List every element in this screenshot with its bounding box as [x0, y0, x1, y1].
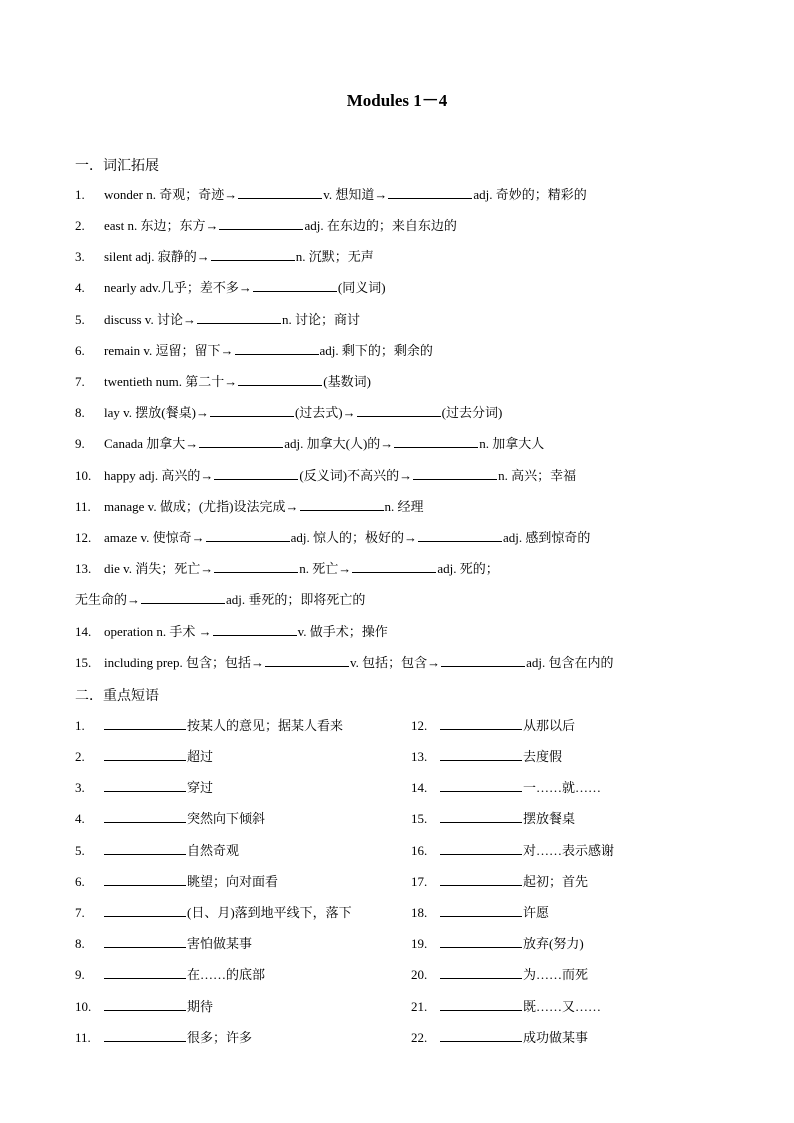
item-text: n. 经理 — [384, 499, 424, 514]
item-text: (同义词) — [337, 280, 386, 295]
answer-blank[interactable] — [210, 403, 294, 417]
phrase-item — [75, 747, 213, 767]
item-text: manage v. 做成；(尤指)设法完成→ — [104, 499, 299, 514]
item-number: 4. — [75, 280, 85, 295]
item-number: 5. — [75, 843, 85, 858]
phrase-item — [75, 809, 265, 829]
answer-blank[interactable] — [104, 872, 186, 886]
item-text: 期待 — [187, 999, 214, 1014]
item-text: wonder n. 奇观；奇迹→ — [104, 187, 238, 202]
answer-blank[interactable] — [357, 403, 441, 417]
phrase-item — [75, 778, 213, 798]
answer-blank[interactable] — [141, 590, 225, 604]
vocab-item — [75, 372, 735, 392]
phrase-item — [411, 716, 575, 736]
item-number: 21. — [411, 999, 428, 1014]
item-number: 18. — [411, 905, 428, 920]
item-text: adj. 奇妙的；精彩的 — [473, 187, 587, 202]
item-number: 2. — [75, 749, 85, 764]
item-text: v. 包括；包含→ — [349, 655, 441, 670]
section-heading-phrases: 二．重点短语 — [75, 689, 159, 704]
answer-blank[interactable] — [440, 778, 522, 792]
item-text: n. 加拿大人 — [479, 436, 545, 451]
phrase-item — [75, 841, 239, 861]
answer-blank[interactable] — [440, 747, 522, 761]
item-number: 5. — [75, 312, 85, 327]
item-number: 3. — [75, 249, 85, 264]
item-number: 22. — [411, 1030, 428, 1045]
item-number: 14. — [411, 780, 428, 795]
vocab-item — [75, 528, 735, 548]
item-text: 放弃(努力) — [523, 936, 584, 951]
item-text: remain v. 逗留；留下→ — [104, 343, 234, 358]
answer-blank[interactable] — [104, 716, 186, 730]
answer-blank[interactable] — [440, 934, 522, 948]
answer-blank[interactable] — [104, 997, 186, 1011]
item-text: adj. 惊人的；极好的→ — [290, 530, 417, 545]
answer-blank[interactable] — [104, 903, 186, 917]
item-text: adj. 剩下的；剩余的 — [319, 343, 433, 358]
item-number: 10. — [75, 999, 92, 1014]
phrase-item — [75, 965, 265, 985]
item-number: 9. — [75, 436, 85, 451]
phrase-item — [411, 1028, 588, 1048]
phrase-item — [411, 934, 584, 954]
item-number: 1. — [75, 187, 85, 202]
phrase-item — [411, 872, 588, 892]
phrase-item — [411, 809, 575, 829]
answer-blank[interactable] — [197, 310, 281, 324]
answer-blank[interactable] — [238, 185, 322, 199]
item-text: twentieth num. 第二十→ — [104, 374, 238, 389]
phrase-item — [75, 934, 252, 954]
item-number: 10. — [75, 468, 92, 483]
phrase-item — [75, 716, 343, 736]
item-number: 13. — [75, 561, 92, 576]
phrase-item — [411, 747, 562, 767]
vocab-item-continuation — [75, 590, 735, 610]
item-text: n. 沉默；无声 — [295, 249, 374, 264]
item-number: 7. — [75, 905, 85, 920]
item-number: 14. — [75, 624, 92, 639]
item-number: 3. — [75, 780, 85, 795]
answer-blank[interactable] — [214, 559, 298, 573]
item-text: 眺望；向对面看 — [187, 874, 279, 889]
item-number: 7. — [75, 374, 85, 389]
item-text: 成功做某事 — [523, 1030, 589, 1045]
item-text: Canada 加拿大→ — [104, 436, 199, 451]
answer-blank[interactable] — [104, 747, 186, 761]
vocab-item — [75, 559, 735, 579]
phrase-item — [75, 1028, 252, 1048]
answer-blank[interactable] — [440, 903, 522, 917]
item-number: 13. — [411, 749, 428, 764]
item-text: 突然向下倾斜 — [187, 811, 266, 826]
answer-blank[interactable] — [206, 528, 290, 542]
page-title: Modules 1－4 — [346, 91, 448, 110]
answer-blank[interactable] — [388, 185, 472, 199]
item-number: 17. — [411, 874, 428, 889]
item-number: 12. — [75, 530, 92, 545]
answer-blank[interactable] — [440, 1028, 522, 1042]
vocab-item — [75, 185, 735, 205]
vocab-item — [75, 497, 735, 517]
answer-blank[interactable] — [265, 653, 349, 667]
answer-blank[interactable] — [104, 965, 186, 979]
phrase-item — [411, 997, 601, 1017]
item-text: 自然奇观 — [187, 843, 240, 858]
vocab-item — [75, 653, 735, 673]
item-text: 去度假 — [523, 749, 563, 764]
item-text: 害怕做某事 — [187, 936, 253, 951]
item-text: operation n. 手术 → — [104, 624, 212, 639]
answer-blank[interactable] — [440, 997, 522, 1011]
item-text: v. 想知道→ — [323, 187, 388, 202]
answer-blank[interactable] — [104, 809, 186, 823]
item-text: adj. 垂死的；即将死亡的 — [226, 592, 366, 607]
item-text: (日、月)落到地平线下，落下 — [187, 905, 352, 920]
item-text: adj. 感到惊奇的 — [503, 530, 591, 545]
answer-blank[interactable] — [413, 466, 497, 480]
item-number: 15. — [75, 655, 92, 670]
answer-blank[interactable] — [104, 841, 186, 855]
item-text: silent adj. 寂静的→ — [104, 249, 210, 264]
item-number: 11. — [75, 1030, 91, 1045]
vocab-item — [75, 278, 735, 298]
item-number: 4. — [75, 811, 85, 826]
item-text: adj. 加拿大(人)的→ — [284, 436, 394, 451]
item-text: 既……又…… — [523, 999, 602, 1014]
item-text: 一……就…… — [523, 780, 602, 795]
answer-blank[interactable] — [213, 622, 297, 636]
item-number: 6. — [75, 874, 85, 889]
item-number: 9. — [75, 967, 85, 982]
answer-blank[interactable] — [440, 716, 522, 730]
answer-blank[interactable] — [238, 372, 322, 386]
phrase-item — [411, 965, 588, 985]
vocab-item — [75, 247, 735, 267]
answer-blank[interactable] — [199, 434, 283, 448]
item-number: 8. — [75, 405, 85, 420]
item-text: 从那以后 — [523, 718, 576, 733]
answer-blank[interactable] — [300, 497, 384, 511]
answer-blank[interactable] — [440, 872, 522, 886]
phrase-item — [75, 903, 352, 923]
phrase-item — [75, 997, 213, 1017]
item-text: discuss v. 讨论→ — [104, 312, 196, 327]
item-text: 无生命的→ — [75, 592, 141, 607]
vocab-item — [75, 622, 735, 642]
item-text: 对……表示感谢 — [523, 843, 615, 858]
item-number: 12. — [411, 718, 428, 733]
item-number: 16. — [411, 843, 428, 858]
phrase-item — [75, 872, 278, 892]
answer-blank[interactable] — [441, 653, 525, 667]
item-number: 20. — [411, 967, 428, 982]
vocab-item — [75, 310, 735, 330]
item-text: 许愿 — [523, 905, 550, 920]
answer-blank[interactable] — [219, 216, 303, 230]
item-text: n. 高兴；幸福 — [498, 468, 577, 483]
item-text: n. 讨论；商讨 — [281, 312, 360, 327]
answer-blank[interactable] — [440, 965, 522, 979]
phrase-item — [411, 841, 614, 861]
vocab-item — [75, 403, 735, 423]
item-text: (过去分词) — [441, 405, 503, 420]
answer-blank[interactable] — [104, 934, 186, 948]
item-number: 6. — [75, 343, 85, 358]
item-number: 1. — [75, 718, 85, 733]
answer-blank[interactable] — [440, 841, 522, 855]
item-text: 穿过 — [187, 780, 214, 795]
item-text: lay v. 摆放(餐桌)→ — [104, 405, 209, 420]
item-text: 超过 — [187, 749, 214, 764]
answer-blank[interactable] — [211, 247, 295, 261]
item-text: 起初；首先 — [523, 874, 589, 889]
phrase-item — [411, 903, 549, 923]
answer-blank[interactable] — [253, 278, 337, 292]
item-number: 2. — [75, 218, 85, 233]
item-text: 摆放餐桌 — [523, 811, 576, 826]
vocab-item — [75, 341, 735, 361]
vocab-item — [75, 216, 735, 236]
item-text: amaze v. 使惊奇→ — [104, 530, 205, 545]
item-text: 为……而死 — [523, 967, 589, 982]
answer-blank[interactable] — [235, 341, 319, 355]
item-text: (过去式)→ — [294, 405, 356, 420]
answer-blank[interactable] — [352, 559, 436, 573]
item-text: (基数词) — [323, 374, 371, 389]
item-text: nearly adv.几乎；差不多→ — [104, 280, 252, 295]
item-text: 在……的底部 — [187, 967, 266, 982]
item-text: adj. 在东边的；来自东边的 — [304, 218, 457, 233]
vocab-item — [75, 466, 735, 486]
item-number: 11. — [75, 499, 91, 514]
item-text: die v. 消失；死亡→ — [104, 561, 214, 576]
item-number: 19. — [411, 936, 428, 951]
item-text: 很多；许多 — [187, 1030, 253, 1045]
section-heading-vocabulary: 一．词汇拓展 — [75, 159, 159, 174]
vocab-item — [75, 434, 735, 454]
item-text: adj. 包含在内的 — [526, 655, 614, 670]
item-text: happy adj. 高兴的→ — [104, 468, 214, 483]
item-text: adj. 死的； — [437, 561, 499, 576]
item-text: 按某人的意见；据某人看来 — [187, 718, 344, 733]
answer-blank[interactable] — [104, 778, 186, 792]
item-text: including prep. 包含；包括→ — [104, 655, 264, 670]
item-text: v. 做手术；操作 — [297, 624, 388, 639]
item-number: 8. — [75, 936, 85, 951]
item-text: n. 死亡→ — [299, 561, 352, 576]
item-number: 15. — [411, 811, 428, 826]
answer-blank[interactable] — [394, 434, 478, 448]
answer-blank[interactable] — [440, 809, 522, 823]
answer-blank[interactable] — [418, 528, 502, 542]
item-text: east n. 东边；东方→ — [104, 218, 219, 233]
answer-blank[interactable] — [104, 1028, 186, 1042]
item-text: (反义词)不高兴的→ — [299, 468, 413, 483]
phrase-item — [411, 778, 601, 798]
answer-blank[interactable] — [214, 466, 298, 480]
